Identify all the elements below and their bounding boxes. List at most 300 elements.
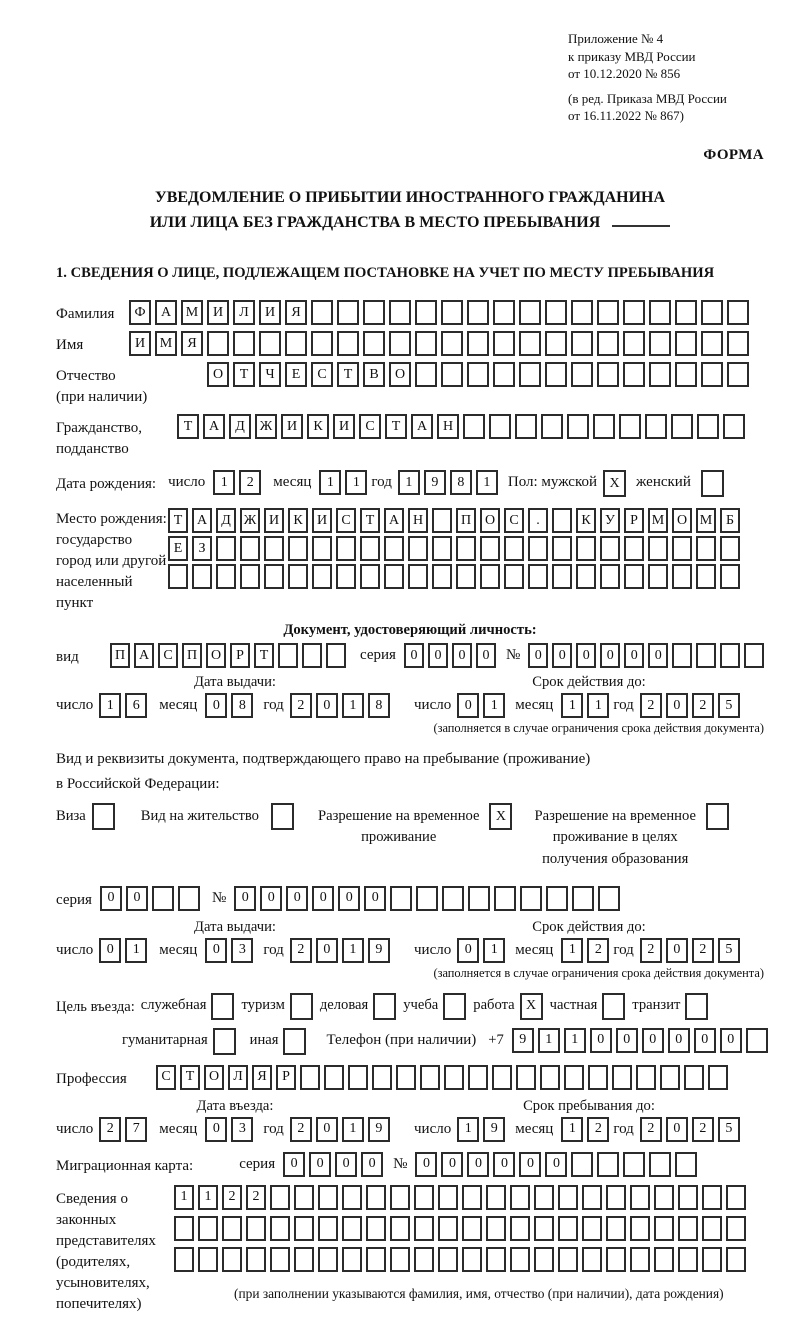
char-cell[interactable]: Ч <box>259 362 281 387</box>
char-cell[interactable]: . <box>528 508 548 533</box>
char-cell[interactable]: 9 <box>483 1117 505 1142</box>
char-cell[interactable]: Н <box>408 508 428 533</box>
char-cell[interactable]: 0 <box>126 886 148 911</box>
char-cell[interactable]: Р <box>276 1065 296 1090</box>
char-cell[interactable] <box>696 536 716 561</box>
char-cell[interactable] <box>582 1185 602 1210</box>
char-cell[interactable] <box>727 331 749 356</box>
char-cell[interactable] <box>571 331 593 356</box>
char-cell[interactable] <box>288 564 308 589</box>
char-cell[interactable]: 3 <box>231 1117 253 1142</box>
char-cell[interactable] <box>597 300 619 325</box>
char-cell[interactable] <box>216 564 236 589</box>
char-cell[interactable]: Р <box>230 643 250 668</box>
char-cell[interactable] <box>463 414 485 439</box>
male-checkbox[interactable] <box>603 470 626 497</box>
char-cell[interactable]: 1 <box>125 938 147 963</box>
char-cell[interactable]: 2 <box>640 693 662 718</box>
char-cell[interactable] <box>408 564 428 589</box>
char-cell[interactable] <box>318 1216 338 1241</box>
char-cell[interactable]: 6 <box>125 693 147 718</box>
char-cell[interactable] <box>706 803 729 830</box>
char-cell[interactable] <box>597 1152 619 1177</box>
char-cell[interactable] <box>606 1216 626 1241</box>
char-cell[interactable] <box>534 1247 554 1272</box>
char-cell[interactable]: 0 <box>545 1152 567 1177</box>
char-cell[interactable] <box>300 1065 320 1090</box>
char-cell[interactable] <box>468 886 490 911</box>
char-cell[interactable]: 0 <box>576 643 596 668</box>
char-cell[interactable] <box>312 536 332 561</box>
char-cell[interactable]: Н <box>437 414 459 439</box>
char-cell[interactable]: К <box>307 414 329 439</box>
char-cell[interactable]: И <box>129 331 151 356</box>
visa-checkbox[interactable] <box>92 803 115 830</box>
char-cell[interactable] <box>541 414 563 439</box>
char-cell[interactable] <box>432 564 452 589</box>
char-cell[interactable]: 1 <box>198 1185 218 1210</box>
char-cell[interactable] <box>444 1065 464 1090</box>
char-cell[interactable] <box>415 300 437 325</box>
char-cell[interactable]: 2 <box>692 1117 714 1142</box>
char-cell[interactable]: 1 <box>561 693 583 718</box>
char-cell[interactable] <box>636 1065 656 1090</box>
char-cell[interactable]: А <box>192 508 212 533</box>
char-cell[interactable] <box>363 300 385 325</box>
char-cell[interactable] <box>678 1185 698 1210</box>
char-cell[interactable] <box>432 508 452 533</box>
char-cell[interactable] <box>360 564 380 589</box>
char-cell[interactable] <box>675 1152 697 1177</box>
char-cell[interactable] <box>486 1216 506 1241</box>
char-cell[interactable]: Е <box>285 362 307 387</box>
char-cell[interactable] <box>456 536 476 561</box>
char-cell[interactable] <box>510 1216 530 1241</box>
char-cell[interactable]: А <box>134 643 154 668</box>
char-cell[interactable] <box>593 414 615 439</box>
char-cell[interactable]: 0 <box>335 1152 357 1177</box>
char-cell[interactable] <box>441 331 463 356</box>
purpose-tourism-checkbox[interactable] <box>290 993 313 1020</box>
char-cell[interactable] <box>324 1065 344 1090</box>
char-cell[interactable]: 2 <box>239 470 261 495</box>
char-cell[interactable] <box>540 1065 560 1090</box>
char-cell[interactable] <box>336 536 356 561</box>
char-cell[interactable] <box>597 362 619 387</box>
char-cell[interactable] <box>198 1247 218 1272</box>
char-cell[interactable]: О <box>204 1065 224 1090</box>
char-cell[interactable] <box>519 331 541 356</box>
char-cell[interactable]: 8 <box>368 693 390 718</box>
char-cell[interactable] <box>480 536 500 561</box>
char-cell[interactable] <box>271 803 294 830</box>
char-cell[interactable]: X <box>520 993 543 1020</box>
char-cell[interactable]: 0 <box>552 643 572 668</box>
char-cell[interactable] <box>494 886 516 911</box>
char-cell[interactable]: 0 <box>590 1028 612 1053</box>
char-cell[interactable] <box>294 1185 314 1210</box>
char-cell[interactable] <box>174 1216 194 1241</box>
char-cell[interactable] <box>744 643 764 668</box>
char-cell[interactable]: 0 <box>312 886 334 911</box>
char-cell[interactable]: 0 <box>99 938 121 963</box>
char-cell[interactable]: 0 <box>283 1152 305 1177</box>
char-cell[interactable] <box>342 1185 362 1210</box>
char-cell[interactable] <box>216 536 236 561</box>
char-cell[interactable]: 0 <box>316 1117 338 1142</box>
char-cell[interactable]: 9 <box>424 470 446 495</box>
char-cell[interactable]: 1 <box>476 470 498 495</box>
char-cell[interactable]: 0 <box>519 1152 541 1177</box>
char-cell[interactable] <box>337 300 359 325</box>
char-cell[interactable]: С <box>359 414 381 439</box>
char-cell[interactable] <box>360 536 380 561</box>
char-cell[interactable] <box>726 1247 746 1272</box>
char-cell[interactable] <box>623 331 645 356</box>
char-cell[interactable]: И <box>259 300 281 325</box>
char-cell[interactable]: 0 <box>452 643 472 668</box>
purpose-transit-checkbox[interactable] <box>685 993 708 1020</box>
char-cell[interactable] <box>264 564 284 589</box>
char-cell[interactable]: X <box>603 470 626 497</box>
char-cell[interactable] <box>366 1247 386 1272</box>
char-cell[interactable] <box>318 1185 338 1210</box>
char-cell[interactable] <box>384 536 404 561</box>
residence-permit-checkbox[interactable] <box>271 803 294 830</box>
char-cell[interactable]: К <box>288 508 308 533</box>
char-cell[interactable]: 0 <box>624 643 644 668</box>
char-cell[interactable]: С <box>336 508 356 533</box>
purpose-official-checkbox[interactable] <box>211 993 234 1020</box>
char-cell[interactable]: 0 <box>260 886 282 911</box>
char-cell[interactable] <box>696 564 716 589</box>
char-cell[interactable]: 1 <box>319 470 341 495</box>
char-cell[interactable] <box>528 536 548 561</box>
char-cell[interactable] <box>336 564 356 589</box>
char-cell[interactable]: 5 <box>718 938 740 963</box>
char-cell[interactable]: Б <box>720 508 740 533</box>
char-cell[interactable] <box>311 300 333 325</box>
char-cell[interactable] <box>675 300 697 325</box>
char-cell[interactable] <box>552 508 572 533</box>
char-cell[interactable]: 0 <box>666 938 688 963</box>
char-cell[interactable] <box>624 536 644 561</box>
char-cell[interactable]: 2 <box>692 693 714 718</box>
char-cell[interactable] <box>92 803 115 830</box>
char-cell[interactable] <box>390 1247 410 1272</box>
temp-residence-checkbox[interactable] <box>489 803 512 830</box>
char-cell[interactable] <box>558 1185 578 1210</box>
char-cell[interactable]: Р <box>624 508 644 533</box>
char-cell[interactable] <box>630 1247 650 1272</box>
char-cell[interactable] <box>649 300 671 325</box>
char-cell[interactable]: Т <box>177 414 199 439</box>
char-cell[interactable]: 9 <box>512 1028 534 1053</box>
char-cell[interactable]: 0 <box>528 643 548 668</box>
char-cell[interactable] <box>571 362 593 387</box>
char-cell[interactable] <box>462 1216 482 1241</box>
char-cell[interactable]: 1 <box>342 1117 364 1142</box>
char-cell[interactable] <box>504 536 524 561</box>
char-cell[interactable] <box>302 643 322 668</box>
char-cell[interactable] <box>390 1216 410 1241</box>
char-cell[interactable]: О <box>672 508 692 533</box>
char-cell[interactable]: 0 <box>642 1028 664 1053</box>
char-cell[interactable] <box>582 1216 602 1241</box>
char-cell[interactable] <box>468 1065 488 1090</box>
char-cell[interactable]: 1 <box>99 693 121 718</box>
char-cell[interactable] <box>198 1216 218 1241</box>
char-cell[interactable] <box>283 1028 306 1055</box>
char-cell[interactable] <box>504 564 524 589</box>
char-cell[interactable] <box>441 362 463 387</box>
char-cell[interactable] <box>486 1247 506 1272</box>
char-cell[interactable]: М <box>696 508 716 533</box>
char-cell[interactable] <box>326 643 346 668</box>
char-cell[interactable]: 0 <box>616 1028 638 1053</box>
char-cell[interactable]: 9 <box>368 938 390 963</box>
char-cell[interactable] <box>285 331 307 356</box>
char-cell[interactable] <box>510 1185 530 1210</box>
char-cell[interactable] <box>571 1152 593 1177</box>
char-cell[interactable] <box>571 300 593 325</box>
char-cell[interactable]: М <box>155 331 177 356</box>
char-cell[interactable] <box>240 536 260 561</box>
char-cell[interactable] <box>510 1247 530 1272</box>
char-cell[interactable]: 0 <box>100 886 122 911</box>
char-cell[interactable] <box>600 564 620 589</box>
char-cell[interactable] <box>493 331 515 356</box>
temp-residence-edu-checkbox[interactable] <box>706 803 729 830</box>
char-cell[interactable]: О <box>389 362 411 387</box>
char-cell[interactable] <box>648 564 668 589</box>
char-cell[interactable]: 0 <box>234 886 256 911</box>
char-cell[interactable]: И <box>333 414 355 439</box>
char-cell[interactable] <box>178 886 200 911</box>
char-cell[interactable]: У <box>600 508 620 533</box>
char-cell[interactable] <box>168 564 188 589</box>
char-cell[interactable]: 2 <box>640 938 662 963</box>
char-cell[interactable]: 0 <box>457 693 479 718</box>
char-cell[interactable] <box>467 362 489 387</box>
char-cell[interactable] <box>702 1185 722 1210</box>
char-cell[interactable] <box>467 331 489 356</box>
char-cell[interactable]: 0 <box>666 693 688 718</box>
char-cell[interactable]: 2 <box>587 938 609 963</box>
char-cell[interactable]: Ж <box>240 508 260 533</box>
char-cell[interactable] <box>213 1028 236 1055</box>
char-cell[interactable] <box>408 536 428 561</box>
char-cell[interactable] <box>598 886 620 911</box>
char-cell[interactable] <box>567 414 589 439</box>
char-cell[interactable] <box>600 536 620 561</box>
char-cell[interactable] <box>192 564 212 589</box>
char-cell[interactable]: 0 <box>720 1028 742 1053</box>
char-cell[interactable]: 2 <box>290 693 312 718</box>
char-cell[interactable] <box>534 1185 554 1210</box>
char-cell[interactable] <box>467 300 489 325</box>
char-cell[interactable]: Я <box>181 331 203 356</box>
char-cell[interactable]: 2 <box>692 938 714 963</box>
char-cell[interactable]: 1 <box>538 1028 560 1053</box>
char-cell[interactable]: С <box>504 508 524 533</box>
char-cell[interactable]: Т <box>385 414 407 439</box>
char-cell[interactable]: 0 <box>415 1152 437 1177</box>
char-cell[interactable] <box>546 886 568 911</box>
char-cell[interactable]: 0 <box>316 693 338 718</box>
char-cell[interactable] <box>264 536 284 561</box>
char-cell[interactable]: 0 <box>648 643 668 668</box>
char-cell[interactable] <box>222 1247 242 1272</box>
char-cell[interactable] <box>649 1152 671 1177</box>
char-cell[interactable]: С <box>311 362 333 387</box>
purpose-humanitarian-checkbox[interactable] <box>213 1028 236 1055</box>
char-cell[interactable] <box>246 1247 266 1272</box>
char-cell[interactable] <box>366 1216 386 1241</box>
char-cell[interactable] <box>462 1247 482 1272</box>
char-cell[interactable] <box>671 414 693 439</box>
char-cell[interactable] <box>726 1216 746 1241</box>
char-cell[interactable]: 0 <box>476 643 496 668</box>
char-cell[interactable]: Я <box>285 300 307 325</box>
char-cell[interactable] <box>416 886 438 911</box>
char-cell[interactable] <box>337 331 359 356</box>
char-cell[interactable] <box>438 1216 458 1241</box>
char-cell[interactable] <box>672 643 692 668</box>
char-cell[interactable] <box>259 331 281 356</box>
char-cell[interactable]: Ф <box>129 300 151 325</box>
purpose-study-checkbox[interactable] <box>443 993 466 1020</box>
char-cell[interactable]: 0 <box>600 643 620 668</box>
char-cell[interactable] <box>432 536 452 561</box>
char-cell[interactable] <box>438 1247 458 1272</box>
char-cell[interactable] <box>702 1247 722 1272</box>
char-cell[interactable] <box>311 331 333 356</box>
char-cell[interactable] <box>290 993 313 1020</box>
char-cell[interactable]: В <box>363 362 385 387</box>
char-cell[interactable]: И <box>207 300 229 325</box>
char-cell[interactable] <box>414 1185 434 1210</box>
char-cell[interactable] <box>720 536 740 561</box>
char-cell[interactable]: Т <box>180 1065 200 1090</box>
char-cell[interactable]: 1 <box>587 693 609 718</box>
char-cell[interactable]: И <box>312 508 332 533</box>
char-cell[interactable]: 0 <box>361 1152 383 1177</box>
char-cell[interactable] <box>572 886 594 911</box>
char-cell[interactable] <box>697 414 719 439</box>
char-cell[interactable] <box>443 993 466 1020</box>
char-cell[interactable]: 1 <box>345 470 367 495</box>
char-cell[interactable]: Л <box>228 1065 248 1090</box>
char-cell[interactable] <box>654 1216 674 1241</box>
char-cell[interactable] <box>373 993 396 1020</box>
female-checkbox[interactable] <box>701 470 724 497</box>
char-cell[interactable]: Я <box>252 1065 272 1090</box>
char-cell[interactable] <box>396 1065 416 1090</box>
char-cell[interactable] <box>645 414 667 439</box>
char-cell[interactable]: Т <box>233 362 255 387</box>
purpose-work-checkbox[interactable] <box>520 993 543 1020</box>
char-cell[interactable] <box>602 993 625 1020</box>
char-cell[interactable]: И <box>264 508 284 533</box>
char-cell[interactable]: Т <box>254 643 274 668</box>
char-cell[interactable] <box>240 564 260 589</box>
char-cell[interactable]: И <box>281 414 303 439</box>
char-cell[interactable] <box>545 362 567 387</box>
char-cell[interactable] <box>384 564 404 589</box>
char-cell[interactable]: А <box>155 300 177 325</box>
char-cell[interactable]: З <box>192 536 212 561</box>
char-cell[interactable] <box>414 1247 434 1272</box>
char-cell[interactable] <box>582 1247 602 1272</box>
char-cell[interactable] <box>534 1216 554 1241</box>
char-cell[interactable] <box>696 643 716 668</box>
char-cell[interactable] <box>389 300 411 325</box>
char-cell[interactable] <box>648 536 668 561</box>
char-cell[interactable]: П <box>182 643 202 668</box>
char-cell[interactable]: 0 <box>205 1117 227 1142</box>
char-cell[interactable] <box>702 1216 722 1241</box>
char-cell[interactable] <box>174 1247 194 1272</box>
char-cell[interactable]: П <box>456 508 476 533</box>
char-cell[interactable]: 1 <box>213 470 235 495</box>
char-cell[interactable] <box>619 414 641 439</box>
char-cell[interactable]: 7 <box>125 1117 147 1142</box>
char-cell[interactable]: 0 <box>338 886 360 911</box>
char-cell[interactable] <box>654 1247 674 1272</box>
char-cell[interactable] <box>624 564 644 589</box>
char-cell[interactable]: А <box>411 414 433 439</box>
char-cell[interactable] <box>723 414 745 439</box>
char-cell[interactable] <box>233 331 255 356</box>
char-cell[interactable]: Т <box>360 508 380 533</box>
char-cell[interactable] <box>720 643 740 668</box>
char-cell[interactable]: 0 <box>205 693 227 718</box>
char-cell[interactable] <box>519 362 541 387</box>
char-cell[interactable] <box>390 886 412 911</box>
char-cell[interactable] <box>612 1065 632 1090</box>
char-cell[interactable] <box>630 1185 650 1210</box>
char-cell[interactable] <box>684 1065 704 1090</box>
char-cell[interactable]: 2 <box>640 1117 662 1142</box>
char-cell[interactable]: Е <box>168 536 188 561</box>
char-cell[interactable]: 0 <box>666 1117 688 1142</box>
char-cell[interactable] <box>720 564 740 589</box>
char-cell[interactable] <box>420 1065 440 1090</box>
char-cell[interactable]: 0 <box>286 886 308 911</box>
char-cell[interactable] <box>678 1216 698 1241</box>
char-cell[interactable] <box>462 1185 482 1210</box>
char-cell[interactable] <box>480 564 500 589</box>
char-cell[interactable] <box>558 1216 578 1241</box>
char-cell[interactable]: 2 <box>290 938 312 963</box>
char-cell[interactable]: 0 <box>694 1028 716 1053</box>
char-cell[interactable]: А <box>203 414 225 439</box>
char-cell[interactable]: 1 <box>561 938 583 963</box>
char-cell[interactable] <box>270 1247 290 1272</box>
char-cell[interactable] <box>558 1247 578 1272</box>
char-cell[interactable] <box>708 1065 728 1090</box>
char-cell[interactable]: 8 <box>450 470 472 495</box>
char-cell[interactable]: 2 <box>246 1185 266 1210</box>
char-cell[interactable] <box>415 362 437 387</box>
char-cell[interactable]: О <box>480 508 500 533</box>
char-cell[interactable] <box>342 1216 362 1241</box>
char-cell[interactable] <box>726 1185 746 1210</box>
char-cell[interactable]: С <box>156 1065 176 1090</box>
char-cell[interactable]: 0 <box>668 1028 690 1053</box>
char-cell[interactable]: 0 <box>309 1152 331 1177</box>
